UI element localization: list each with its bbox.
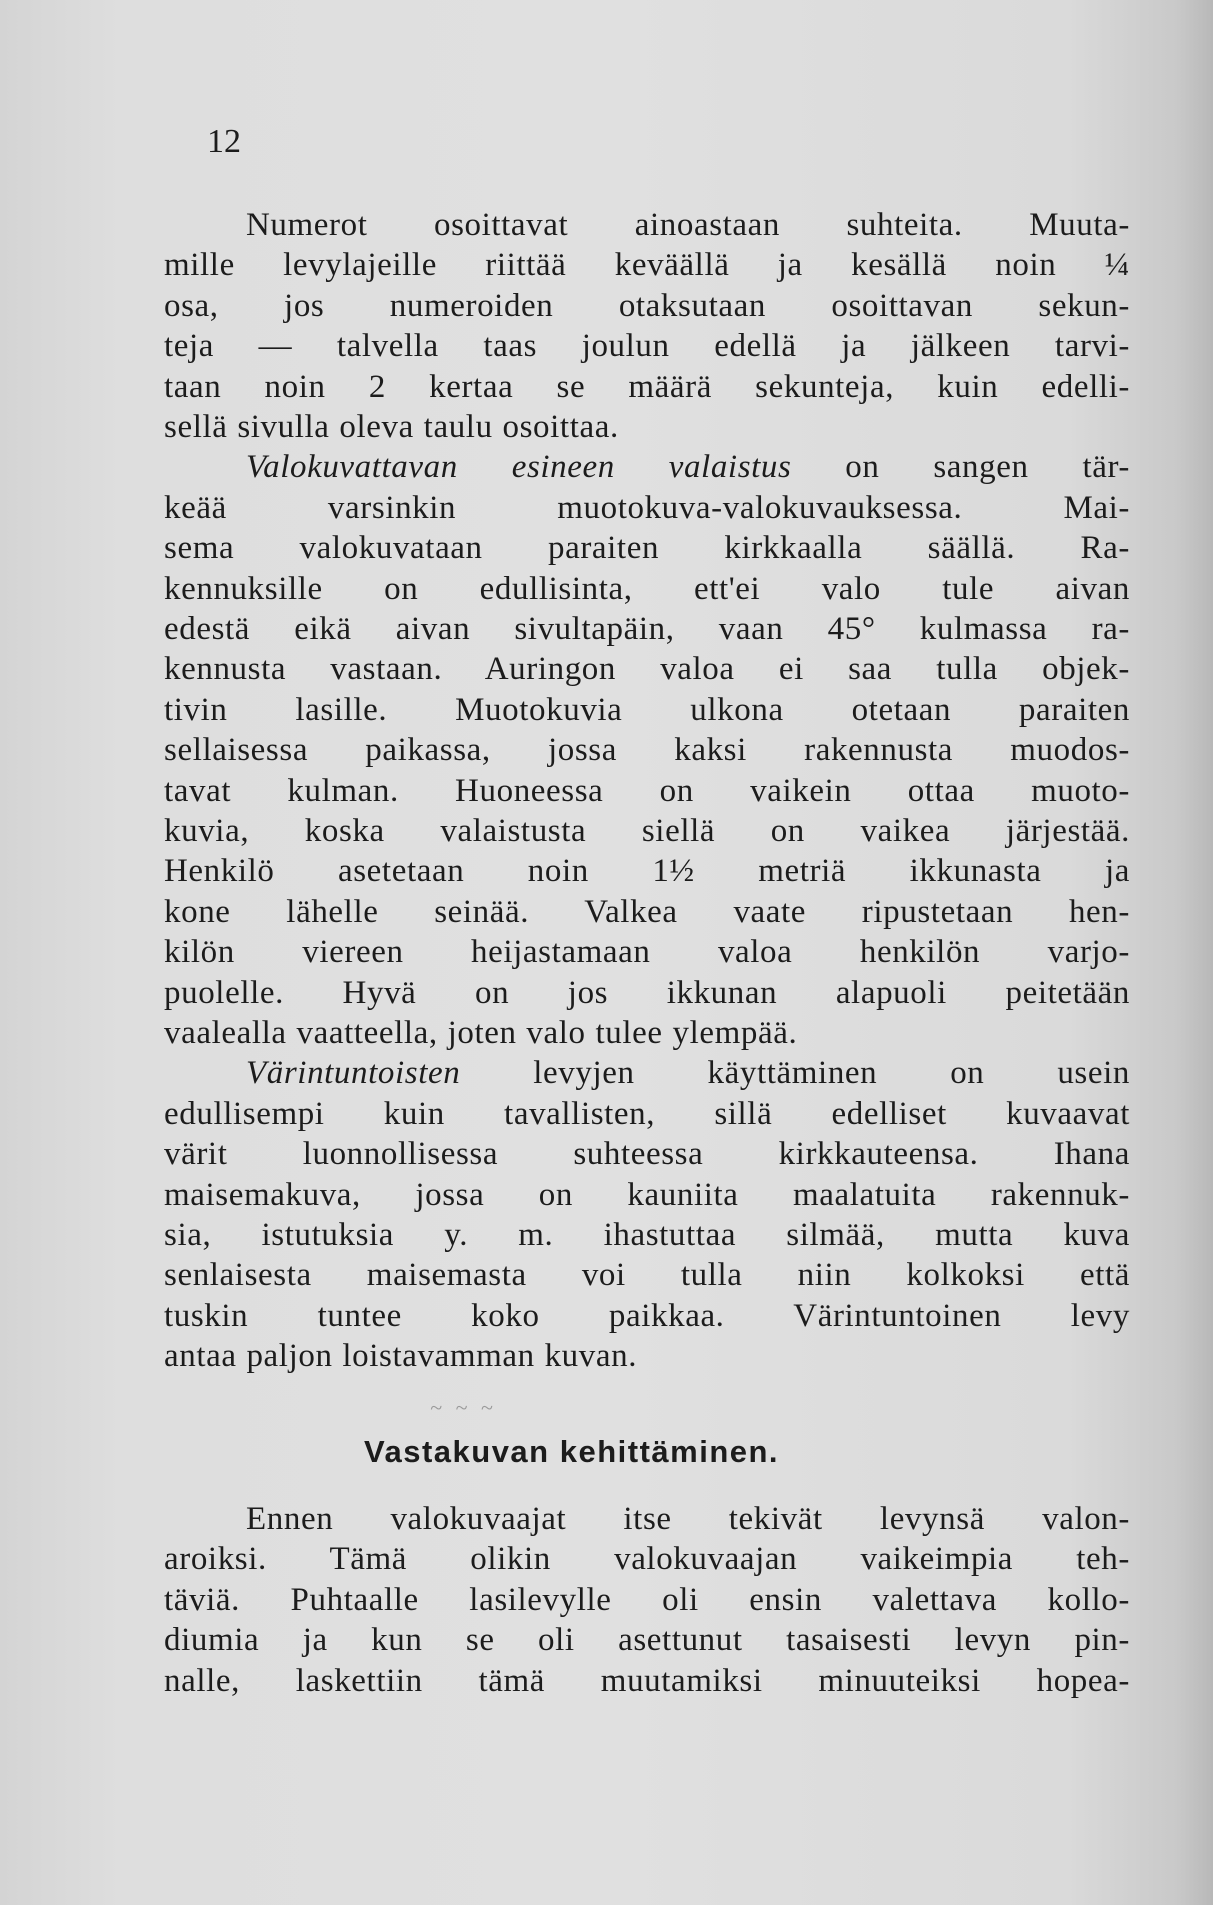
- section-heading: Vastakuvan kehittäminen.: [364, 1434, 780, 1469]
- line-text: tuskin tuntee koko paikkaa. Värintuntoinen levy: [164, 1297, 1130, 1334]
- line-text: puolelle. Hyvä on jos ikkunan alapuoli peitetään: [164, 974, 1130, 1011]
- line-text: aroiksi. Tämä olikin valokuvaajan vaikeimpia teh-: [164, 1541, 1130, 1578]
- line-text: mille levylajeille riittää keväällä ja kesällä noin ¼: [164, 247, 1130, 284]
- text-line: [164, 1094, 1130, 1134]
- line-text: sellaisessa paikassa, jossa kaksi rakennusta muodos-: [164, 732, 1130, 769]
- line-text: teja — talvella taas joulun edellä ja jälkeen tarvi-: [164, 328, 1130, 365]
- line-text: vaalealla vaatteella, joten valo tulee ylempää.: [164, 1015, 798, 1051]
- line-text: levyjen käyttäminen on usein: [460, 1055, 1130, 1092]
- line-text: diumia ja kun se oli asettunut tasaisesti levyn pin-: [164, 1622, 1130, 1659]
- text-line: [246, 1499, 1130, 1539]
- text-line: [164, 1255, 1130, 1295]
- line-text: Numerot osoittavat ainoastaan suhteita. Muuta-: [246, 207, 1130, 243]
- text-line: [164, 771, 1130, 811]
- text-line: [164, 851, 1130, 891]
- text-line: [164, 730, 1130, 770]
- text-line: [164, 407, 1130, 447]
- line-text: maisemakuva, jossa on kauniita maalatuita rakennuk-: [164, 1176, 1130, 1213]
- text-line: [164, 973, 1130, 1013]
- text-line: [164, 286, 1130, 326]
- text-line: [164, 1175, 1130, 1215]
- line-text: nalle, laskettiin tämä muutamiksi minuuteiksi hopea-: [164, 1662, 1130, 1699]
- text-line: [164, 811, 1130, 851]
- text-line: [164, 1296, 1130, 1336]
- line-text: Henkilö asetetaan noin 1½ metriä ikkunasta ja: [164, 853, 1130, 890]
- line-text: kone lähelle seinää. Valkea vaate ripustetaan hen-: [164, 893, 1130, 930]
- text-line: [164, 1580, 1130, 1620]
- line-text: sema valokuvataan paraiten kirkkaalla säällä. Ra-: [164, 530, 1130, 567]
- text-line: [164, 367, 1130, 407]
- italic-term: Valokuvattavan esineen valaistus: [246, 449, 792, 486]
- line-text: tivin lasille. Muotokuvia ulkona otetaan paraiten: [164, 691, 1130, 728]
- line-text: taan noin 2 kertaa se määrä sekunteja, kuin edelli-: [164, 368, 1130, 405]
- italic-term: Värintuntoisten: [246, 1055, 461, 1092]
- text-line: [246, 447, 1130, 487]
- text-line: [164, 528, 1130, 568]
- page-number: 12: [207, 123, 241, 160]
- text-line: [246, 205, 1130, 245]
- text-line: [164, 1134, 1130, 1174]
- line-text: kilön viereen heijastamaan valoa henkilön varjo-: [164, 934, 1130, 971]
- text-line: [164, 609, 1130, 649]
- text-line: [164, 932, 1130, 972]
- text-line: [164, 326, 1130, 366]
- text-line: [164, 1539, 1130, 1579]
- line-text: edestä eikä aivan sivultapäin, vaan 45° kulmassa ra-: [164, 611, 1130, 647]
- line-text: kennuksille on edullisinta, ett'ei valo tule aivan: [164, 570, 1130, 607]
- text-line: [164, 1620, 1130, 1660]
- line-text: osa, jos numeroiden otaksutaan osoittavan sekun-: [164, 287, 1130, 324]
- text-line: [164, 1013, 1130, 1053]
- text-line: [164, 690, 1130, 730]
- text-line: [164, 892, 1130, 932]
- line-text: antaa paljon loistavamman kuvan.: [164, 1338, 638, 1375]
- line-text: täviä. Puhtaalle lasilevylle oli ensin valettava kollo-: [164, 1581, 1130, 1618]
- line-text: keää varsinkin muotokuva-valokuvauksessa. Mai-: [164, 489, 1130, 526]
- text-line: [164, 1661, 1130, 1701]
- handwritten-scribble: ~ ~ ~: [430, 1395, 497, 1420]
- line-text: värit luonnollisessa suhteessa kirkkauteensa. Ihana: [164, 1136, 1130, 1173]
- line-text: kuvia, koska valaistusta siellä on vaikea järjestää.: [164, 813, 1130, 849]
- text-line: [164, 245, 1130, 285]
- line-text: Ennen valokuvaajat itse tekivät levynsä valon-: [246, 1501, 1130, 1537]
- line-text: sellä sivulla oleva taulu osoittaa.: [164, 409, 619, 445]
- line-text: on sangen tär-: [791, 449, 1130, 486]
- line-text: kennusta vastaan. Auringon valoa ei saa tulla objek-: [164, 651, 1130, 688]
- text-line: [164, 488, 1130, 528]
- text-line: [164, 649, 1130, 689]
- line-text: edullisempi kuin tavallisten, sillä edelliset kuvaavat: [164, 1095, 1130, 1132]
- text-line: [164, 1336, 1130, 1376]
- text-line: [164, 1215, 1130, 1255]
- line-text: tavat kulman. Huoneessa on vaikein ottaa muoto-: [164, 772, 1130, 809]
- line-text: senlaisesta maisemasta voi tulla niin kolkoksi että: [164, 1257, 1130, 1294]
- text-line: [164, 569, 1130, 609]
- line-text: sia, istutuksia y. m. ihastuttaa silmää, mutta kuva: [164, 1217, 1130, 1253]
- text-line: [246, 1053, 1130, 1093]
